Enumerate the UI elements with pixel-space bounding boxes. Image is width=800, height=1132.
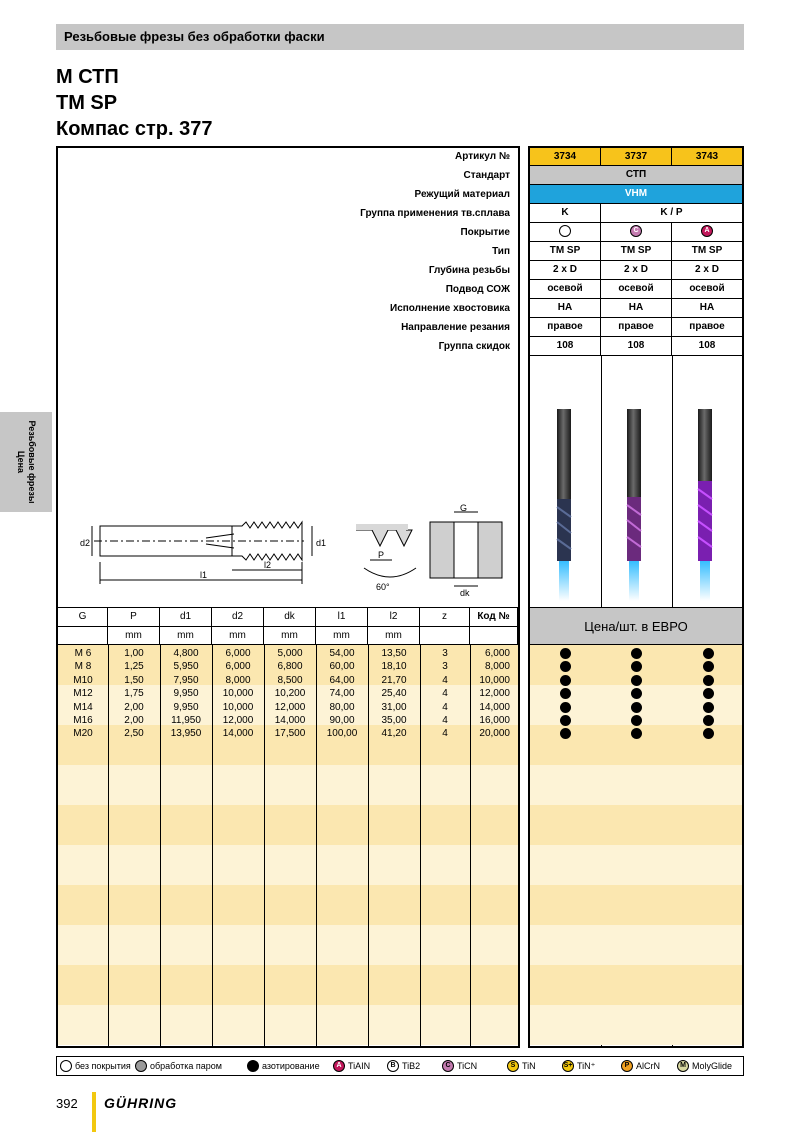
legend-item [387, 1060, 420, 1072]
article-3737: 3737 [601, 148, 672, 166]
legend-item [247, 1060, 320, 1072]
table-row [58, 727, 518, 740]
availability-dot [560, 702, 571, 713]
side-tab-line-1: Резьбовые фрезы [27, 420, 37, 504]
table-row [58, 714, 518, 727]
shank-cell: HA [672, 299, 742, 318]
tialn-coating-icon: A [701, 225, 713, 237]
row-band [58, 965, 518, 1005]
material-cell: VHM [530, 185, 742, 204]
table-cell: 4 [442, 688, 448, 700]
table-cell: 6,000 [225, 648, 251, 659]
table-cell: 7,950 [173, 674, 199, 686]
table-cell: 80,00 [329, 701, 355, 713]
row-band [58, 925, 518, 965]
table-row [58, 674, 518, 687]
table-cell: 12,000 [479, 688, 510, 700]
row-line [58, 607, 518, 608]
table-cell: 18,10 [381, 661, 407, 673]
workpiece-drawing [430, 512, 502, 586]
availability-dot [560, 715, 571, 726]
legend-label: AlCrN [636, 1061, 660, 1071]
legend-symbol-icon [247, 1060, 259, 1072]
d1-label: d1 [316, 538, 327, 548]
table-cell: 14,000 [222, 728, 254, 740]
coating-cell-2 [601, 223, 672, 242]
availability-dot [703, 675, 714, 686]
spec-label: Исполнение хвостовика [390, 303, 510, 314]
unit-cell: mm [264, 627, 316, 645]
table-cell: 6,800 [277, 661, 303, 673]
table-cell: 9,950 [173, 688, 199, 700]
discount-group-cell: 108 [530, 337, 601, 356]
spec-label: Группа скидок [438, 341, 510, 352]
l2-label: l2 [264, 560, 272, 570]
table-cell: 21,70 [381, 674, 407, 686]
carbide-group-k: K [530, 204, 601, 223]
unit-cell: mm [212, 627, 264, 645]
table-cell: 8,000 [225, 674, 251, 686]
table-cell: 25,40 [381, 688, 407, 700]
side-tab-line-2: Цена [16, 450, 26, 474]
spec-label: Подвод СОЖ [445, 284, 510, 295]
col-header: G [58, 608, 108, 627]
row-band [530, 885, 742, 925]
legend-symbol-icon [135, 1060, 147, 1072]
table-cell: 5,950 [173, 661, 199, 673]
availability-dot [631, 675, 642, 686]
col-header: l2 [368, 608, 420, 627]
d2-label: d2 [80, 538, 91, 548]
g-label: G [460, 503, 468, 513]
table-cell: 12,000 [274, 701, 306, 713]
spec-label: Стандарт [463, 170, 510, 181]
availability-dot [703, 648, 714, 659]
legend-symbol-icon [60, 1060, 72, 1072]
legend-label: TiN⁺ [577, 1060, 596, 1071]
table-cell: 4 [442, 674, 448, 686]
legend-symbol-icon: S+ [562, 1060, 574, 1072]
table-cell: 12,000 [222, 715, 254, 726]
row-band [530, 925, 742, 965]
col-line [264, 645, 265, 1046]
table-cell: M12 [73, 688, 93, 700]
table-cell: 14,000 [479, 701, 510, 713]
availability-dot [631, 715, 642, 726]
table-cell: 4 [442, 701, 448, 713]
table-cell: 1,25 [124, 661, 144, 673]
legend-item [677, 1060, 732, 1072]
table-cell: M 8 [74, 661, 92, 673]
spec-label: Тип [492, 246, 510, 257]
side-tab[interactable] [0, 412, 52, 512]
carbide-group-kp: K / P [601, 204, 742, 223]
availability-dot [703, 702, 714, 713]
availability-dot [560, 648, 571, 659]
price-header: Цена/шт. в ЕВРО [530, 608, 742, 645]
col-line [420, 645, 421, 1046]
table-cell: 90,00 [329, 715, 355, 726]
tool-images [530, 357, 742, 608]
table-cell: 1,75 [124, 688, 144, 700]
spec-label: Режущий материал [414, 189, 510, 200]
row-band [530, 1005, 742, 1045]
legend-label: обработка паром [150, 1061, 222, 1071]
legend-symbol-icon: M [677, 1060, 689, 1072]
table-cell: M 6 [74, 648, 92, 659]
section-title: Резьбовые фрезы без обработки фаски [64, 29, 325, 44]
table-cell: M14 [73, 701, 93, 713]
unit-cell: mm [108, 627, 160, 645]
table-cell: 10,000 [479, 674, 510, 686]
angle-label: 60° [376, 582, 390, 592]
legend-item [135, 1060, 222, 1072]
tool-image-3734 [557, 409, 571, 601]
legend-symbol-icon: C [442, 1060, 454, 1072]
row-band [530, 765, 742, 805]
table-cell: 6,000 [484, 648, 510, 659]
col-header: Код № [470, 608, 518, 627]
uncoated-icon [559, 225, 571, 237]
cut-direction-cell: правое [601, 318, 672, 337]
type-cell: TM SP [672, 242, 742, 261]
table-cell: 13,950 [170, 728, 202, 740]
pitch-label: P [378, 550, 385, 560]
table-cell: 2,50 [124, 728, 144, 740]
table-cell: 31,00 [381, 701, 407, 713]
col-line [212, 645, 213, 1046]
table-cell: 10,000 [222, 688, 254, 700]
unit-cell: mm [368, 627, 420, 645]
coating-cell-3 [672, 223, 742, 242]
legend-item [562, 1060, 595, 1072]
availability-dot [560, 675, 571, 686]
row-band [58, 765, 518, 805]
thread-depth-cell: 2 x D [601, 261, 672, 280]
col-header: l1 [316, 608, 368, 627]
unit-cell [420, 627, 470, 645]
row-band [530, 845, 742, 885]
table-row [58, 660, 518, 673]
table-row [58, 647, 518, 660]
legend-item [621, 1060, 660, 1072]
legend-label: без покрытия [75, 1061, 131, 1071]
type-cell: TM SP [601, 242, 672, 261]
table-cell: 5,000 [277, 648, 303, 659]
unit-cell [58, 627, 108, 645]
availability-dot [631, 648, 642, 659]
coolant-cell: осевой [672, 280, 742, 299]
tool-image-3737 [627, 409, 641, 601]
table-cell: 2,00 [124, 701, 144, 713]
table-cell: M20 [73, 728, 93, 740]
table-cell: 9,950 [173, 701, 199, 713]
technical-drawing [74, 500, 504, 600]
table-cell: 41,20 [381, 728, 407, 740]
legend-item [333, 1060, 370, 1072]
cut-direction-cell: правое [530, 318, 601, 337]
thread-depth-cell: 2 x D [672, 261, 742, 280]
standard-cell: СТП [530, 166, 742, 185]
tool-image-3743 [698, 409, 712, 601]
table-row [58, 701, 518, 714]
table-cell: 10,200 [274, 688, 306, 700]
legend-symbol-icon: S [507, 1060, 519, 1072]
discount-group-cell: 108 [601, 337, 672, 356]
brand-logo: GÜHRING [104, 1095, 178, 1111]
table-row [58, 687, 518, 700]
row-band [58, 805, 518, 845]
table-cell: 54,00 [329, 648, 355, 659]
shank-cell: HA [601, 299, 672, 318]
thread-profile-drawing [356, 524, 416, 577]
table-cell: M16 [73, 715, 93, 726]
spec-label: Покрытие [460, 227, 510, 238]
row-band [58, 845, 518, 885]
table-cell: 8,500 [277, 674, 303, 686]
unit-cell: mm [160, 627, 212, 645]
product-line-3: Компас стр. 377 [56, 118, 213, 140]
row-band [58, 1005, 518, 1045]
table-cell: 17,500 [274, 728, 306, 740]
spec-label: Артикул № [455, 151, 510, 162]
coating-cell-1 [530, 223, 601, 242]
legend-label: MolyGlide [692, 1061, 733, 1071]
coolant-cell: осевой [530, 280, 601, 299]
table-cell: 4 [442, 728, 448, 740]
table-cell: 64,00 [329, 674, 355, 686]
legend-label: TiB2 [402, 1061, 421, 1071]
legend-symbol-icon: B [387, 1060, 399, 1072]
coolant-cell: осевой [601, 280, 672, 299]
col-line [108, 645, 109, 1046]
legend-item [60, 1060, 131, 1072]
thread-depth-cell: 2 x D [530, 261, 601, 280]
table-cell: 8,000 [484, 661, 510, 673]
legend-label: азотирование [262, 1061, 320, 1071]
table-cell: M10 [73, 674, 93, 686]
table-cell: 14,000 [274, 715, 306, 726]
col-header: d2 [212, 608, 264, 627]
l1-label: l1 [200, 570, 208, 580]
col-header: P [108, 608, 160, 627]
col-header: z [420, 608, 470, 627]
row-band [58, 885, 518, 925]
table-cell: 100,00 [326, 728, 358, 740]
table-cell: 2,00 [124, 715, 144, 726]
page-number: 392 [56, 1096, 78, 1111]
legend-label: TiAIN [348, 1061, 371, 1071]
spec-label: Группа применения тв.сплава [360, 208, 510, 219]
dk-label: dk [460, 588, 470, 598]
table-cell: 4 [442, 715, 448, 726]
table-cell: 11,950 [171, 715, 201, 726]
col-line [368, 645, 369, 1046]
article-3743: 3743 [672, 148, 742, 166]
article-3734: 3734 [530, 148, 601, 166]
table-cell: 20,000 [479, 728, 510, 740]
table-cell: 13,50 [381, 648, 407, 659]
col-header: dk [264, 608, 316, 627]
type-cell: TM SP [530, 242, 601, 261]
table-cell: 3 [442, 661, 448, 673]
table-cell: 4,800 [173, 648, 199, 659]
legend-symbol-icon: A [333, 1060, 345, 1072]
shank-cell: HA [530, 299, 601, 318]
legend-symbol-icon: P [621, 1060, 633, 1072]
coating-legend [56, 1056, 744, 1076]
unit-cell [470, 627, 518, 645]
table-cell: 16,000 [479, 715, 510, 726]
legend-item [507, 1060, 536, 1072]
legend-label: TiCN [457, 1061, 478, 1071]
table-cell: 6,000 [225, 661, 251, 673]
spec-label: Глубина резьбы [428, 265, 510, 276]
col-line [160, 645, 161, 1046]
table-cell: 74,00 [329, 688, 355, 700]
table-cell: 1,50 [124, 674, 144, 686]
row-line [530, 607, 742, 608]
table-cell: 60,00 [329, 661, 355, 673]
discount-group-cell: 108 [672, 337, 742, 356]
section-header [56, 24, 744, 50]
footer-accent [92, 1092, 96, 1132]
table-cell: 3 [442, 648, 448, 659]
table-cell: 1,00 [124, 648, 144, 659]
availability-dot [703, 715, 714, 726]
product-line-2: TM SP [56, 92, 118, 114]
row-band [530, 805, 742, 845]
legend-item [442, 1060, 477, 1072]
product-line-1: М СТП [56, 66, 119, 88]
table-cell: 10,000 [222, 701, 254, 713]
col-line [316, 645, 317, 1046]
product-title [56, 64, 212, 142]
col-line [470, 645, 471, 1046]
col-header: d1 [160, 608, 212, 627]
spec-label: Направление резания [401, 322, 510, 333]
table-cell: 35,00 [381, 715, 407, 726]
ticn-coating-icon: C [630, 225, 642, 237]
row-band [530, 965, 742, 1005]
legend-label: TiN [522, 1061, 536, 1071]
unit-cell: mm [316, 627, 368, 645]
availability-dot [631, 702, 642, 713]
cut-direction-cell: правое [672, 318, 742, 337]
